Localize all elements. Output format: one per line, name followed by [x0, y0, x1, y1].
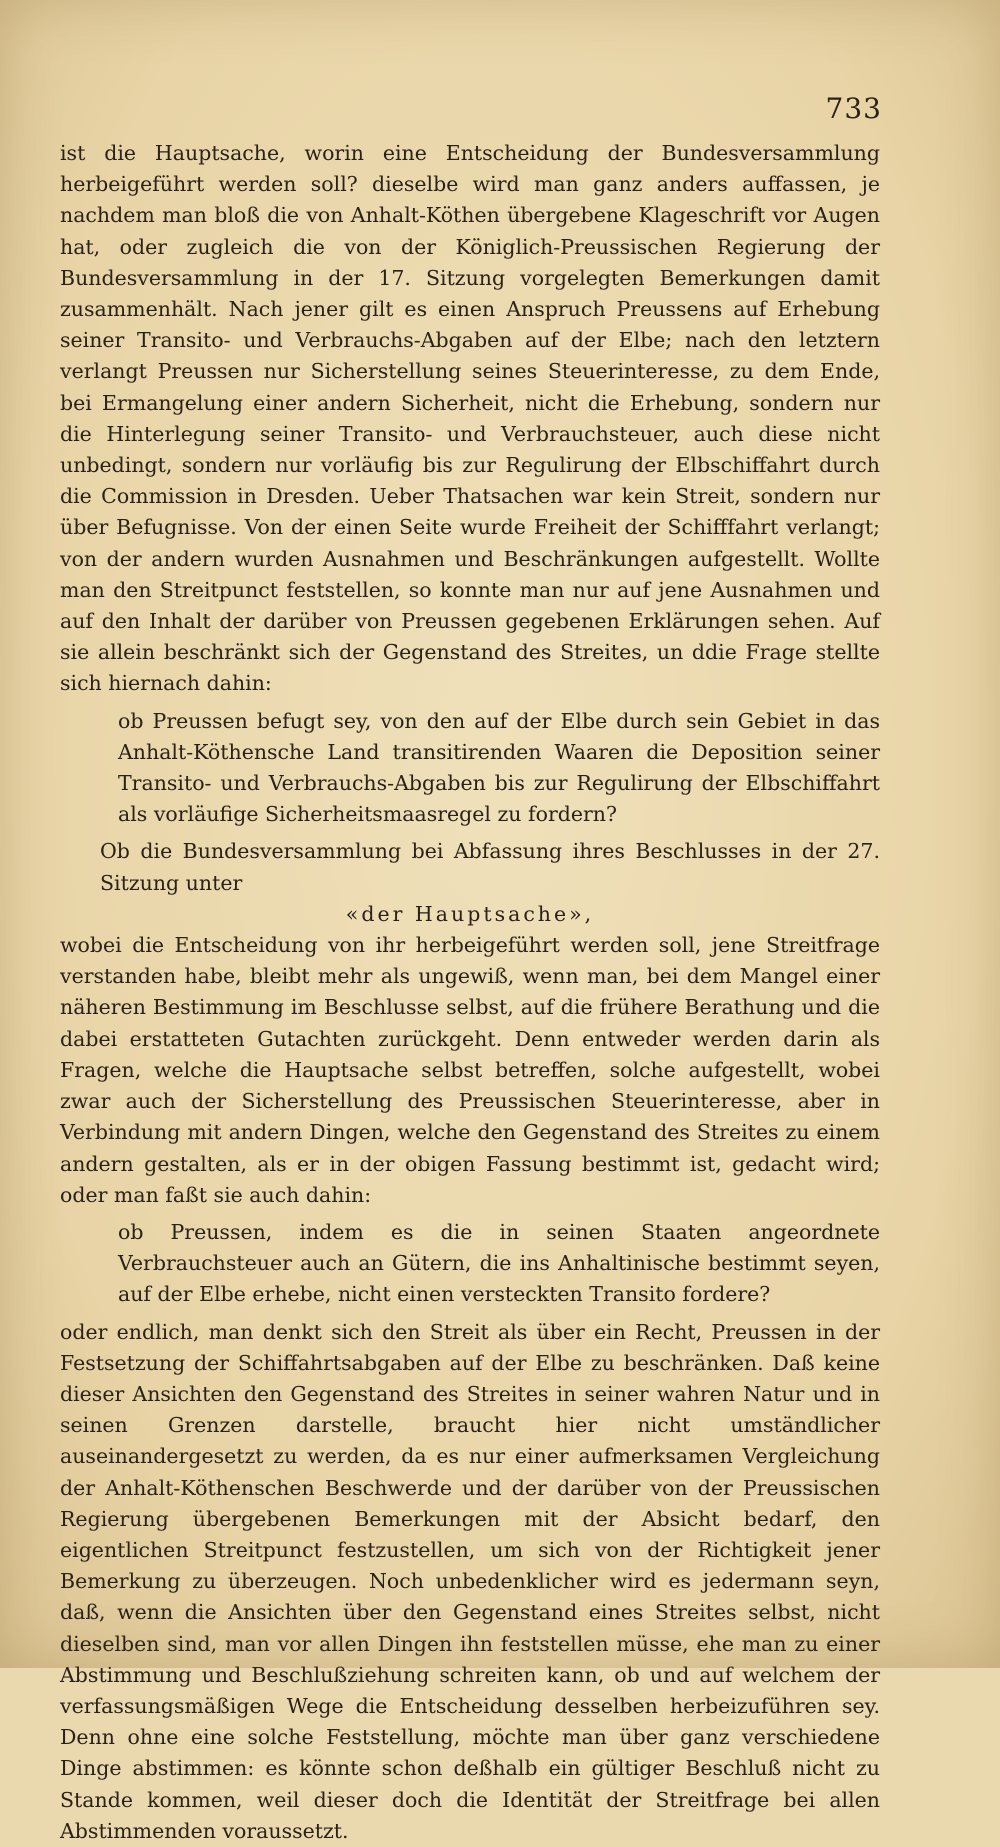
body-text	[60, 138, 880, 1847]
quoted-question-1: ob Preussen befugt sey, von den auf der Elbe durch sein Gebiet in das Anhalt-Köthensche Land transitirenden Waaren die Deposition seiner Transito- und Verbrauchs-Abgaben bis zur Regulirung der Elbschiffahrt als vorläufige Sicherheitsmaasregel zu fordern?	[118, 708, 880, 827]
paragraph-4: oder endlich, man denkt sich den Streit als über ein Recht, Preussen in der Festsetzung der Schiffahrtsabgaben auf der Elbe zu beschränken. Daß keine dieser Ansichten den Gegenstand des Streites in seiner wahren Natur und in seinen Grenzen darstelle, braucht hier nicht umständlicher auseinandergesetzt zu werden, da es nur einer aufmerksamen Vergleichung der Anhalt-Köthenschen Beschwerde und der darüber von der Preussischen Regierung übergebenen Bemerkungen mit der Absicht bedarf, den eigentlichen Streitpunct festzustellen, um sich von der Richtigkeit jener Bemerkung zu überzeugen. Noch unbedenklicher wird es jedermann seyn, daß, wenn die Ansichten über den Gegenstand eines Streites selbst, nicht dieselben sind, man vor allen Dingen ihn feststellen müsse, ehe man zu einer Abstimmung und Beschlußziehung schreiten kann, ob und auf welchem der verfassungsmäßigen Wege die Entscheidung desselben herbeizuführen sey. Denn ohne eine solche Feststellung, möchte man über ganz verschiedene Dinge abstimmen: es könnte schon deßhalb ein gültiger Beschluß nicht zu Stande kommen, weil dieser doch die Identität der Streitfrage bei allen Abstimmenden voraussetzt.	[60, 1319, 880, 1843]
paragraph-3: wobei die Entscheidung von ihr herbeigeführt werden soll, jene Streitfrage verstanden habe, bleibt mehr als ungewiß, wenn man, bei dem Mangel einer näheren Bestimmung im Beschlusse selbst, auf die frühere Berathung und die dabei erstatteten Gutachten zurückgeht. Denn entweder werden darin als Fragen, welche die Hauptsache selbst betreffen, solche aufgestellt, wobei zwar auch der Sicherstellung des Preussischen Steuerinteresse, aber in Verbindung mit andern Dingen, welche den Gegenstand des Streites zu einem andern gestalten, als er in der obigen Fassung bestimmt ist, gedacht wird; oder man faßt sie auch dahin:	[60, 933, 880, 1207]
paragraph-1: ist die Hauptsache, worin eine Entscheidung der Bundesversammlung herbeigeführt werden soll? dieselbe wird man ganz anders auffassen, je nachdem man bloß die von Anhalt-Köthen übergebene Klageschrift vor Augen hat, oder zugleich die von der Königlich-Preussischen Regierung der Bundesversammlung in der 17. Sitzung vorgelegten Bemerkungen damit zusammenhält. Nach jener gilt es einen Anspruch Preussens auf Erhebung seiner Transito- und Verbrauchs-Abgaben auf der Elbe; nach den letztern verlangt Preussen nur Sicherstellung seines Steuerinteresse, zu dem Ende, bei Ermangelung einer andern Sicherheit, nicht die Erhebung, sondern nur die Hinterlegung seiner Transito- und Verbrauchsteuer, auch diese nicht unbedingt, sondern nur vorläufig bis zur Regulirung der Elbschiffahrt durch die Commission in Dresden. Ueber Thatsachen war kein Streit, sondern nur über Befugnisse. Von der einen Seite wurde Freiheit der Schifffahrt verlangt; von der andern wurden Ausnahmen und Beschränkungen aufgestellt. Wollte man den Streitpunct feststellen, so konnte man nur auf jene Ausnahmen und auf den Inhalt der darüber von Preussen gegebenen Erklärungen sehen. Auf sie allein beschränkt sich der Gegenstand des Streites, un ddie Frage stellte sich hiernach dahin:	[60, 141, 880, 696]
page-number: 733	[825, 92, 882, 125]
paragraph-2: Ob die Bundesversammlung bei Abfassung ihres Beschlusses in der 27. Sitzung unter	[100, 839, 880, 895]
quoted-question-2: ob Preussen, indem es die in seinen Staaten angeordnete Verbrauchsteuer auch an Gütern, die ins Anhaltinische bestimmt seyen, auf der Elbe erhebe, nicht einen versteckten Transito fordere?	[118, 1219, 880, 1307]
hauptsache-heading: «der Hauptsache»,	[345, 901, 595, 926]
